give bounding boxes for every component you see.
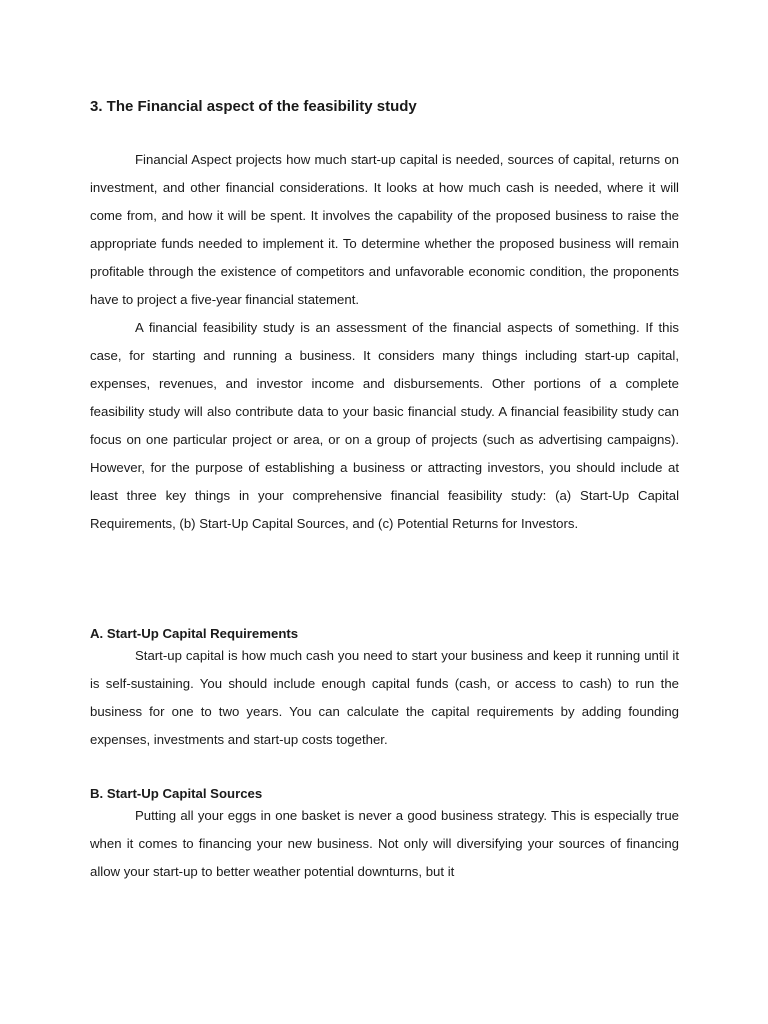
intro-paragraph-1: Financial Aspect projects how much start-up capital is needed, sources of capital, returns on investment, and other financial considerations. It looks at how much cash is needed, where it will come from, and how it will be spent. It involves the capability of the proposed business to raise the appropriate funds needed to implement it. To determine whether the proposed business will remain profitable through the existence of competitors and unfavorable economic condition, the proponents have to project a five-year financial statement.: [90, 152, 679, 307]
section-a-paragraph: Start-up capital is how much cash you need to start your business and keep it running until it is self-sustaining. You should include enough capital funds (cash, or access to cash) to run the business for one to two years. You can calculate the capital requirements by adding founding expenses, investments and start-up costs together.: [90, 648, 679, 747]
intro-section: [90, 146, 679, 538]
section-a-heading: A. Start-Up Capital Requirements: [90, 626, 299, 641]
section-title: 3. The Financial aspect of the feasibility study: [90, 98, 417, 115]
section-b: [90, 802, 679, 886]
section-a: [90, 642, 679, 754]
section-b-heading: B. Start-Up Capital Sources: [90, 786, 263, 801]
section-b-paragraph: Putting all your eggs in one basket is never a good business strategy. This is especially true when it comes to financing your new business. Not only will diversifying your sources of financing allow your start-up to better weather potential downturns, but it: [90, 808, 679, 879]
intro-paragraph-2: A financial feasibility study is an assessment of the financial aspects of something. If this case, for starting and running a business. It considers many things including start-up capital, expenses, revenues, and investor income and disbursements. Other portions of a complete feasibility study will also contribute data to your basic financial study. A financial feasibility study can focus on one particular project or area, or on a group of projects (such as advertising campaigns). However, for the purpose of establishing a business or attracting investors, you should include at least three key things in your comprehensive financial feasibility study: (a) Start-Up Capital Requirements, (b) Start-Up Capital Sources, and (c) Potential Returns for Investors.: [90, 320, 679, 531]
